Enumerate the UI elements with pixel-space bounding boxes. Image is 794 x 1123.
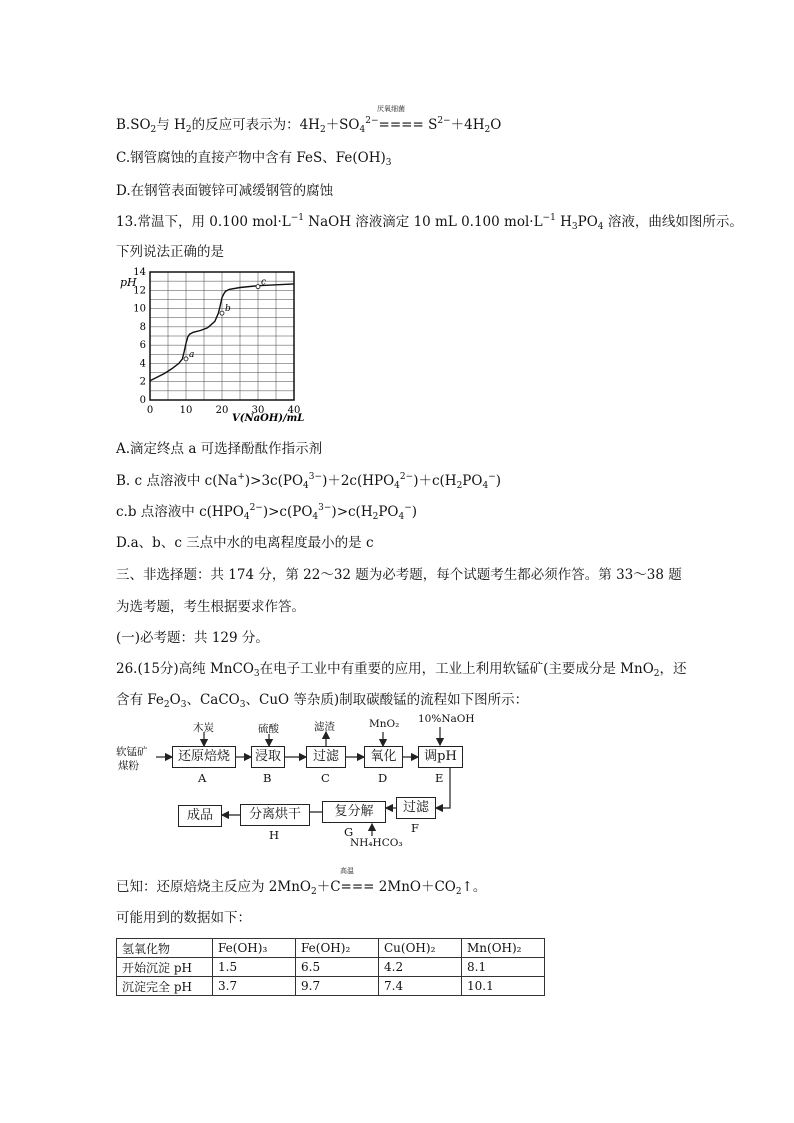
- required-heading: (一)必考题：共 129 分。: [116, 630, 269, 646]
- reagent-charcoal: 木炭: [193, 722, 214, 734]
- section-3-line2: 为选考题，考生根据要求作答。: [116, 599, 305, 615]
- step-letter-g: G: [344, 825, 354, 839]
- point-label-a: a: [189, 349, 195, 360]
- reagent-nh4hco3: NH₄HCO₃: [350, 837, 403, 849]
- table-header-cell: Mn(OH)₂: [462, 939, 545, 958]
- data-intro: 可能用到的数据如下：: [116, 910, 251, 926]
- table-cell: 6.5: [296, 958, 379, 977]
- question-13-line1: 13.常温下，用 0.100 $mol\cdot L^{-1}$ NaOH 溶液滴定 10 mL 0.100 $mol\cdot L^{-1}$ $H_3PO_4$ 溶液，曲线如图所示。: [116, 213, 743, 232]
- table-header-cell: Fe(OH)₂: [296, 939, 379, 958]
- x-tick-label: 10: [179, 405, 193, 416]
- table-cell: 7.4: [379, 977, 462, 996]
- option-b-line: $B.SO_2$与 $H_2$的反应可表示为：$4H_2+SO_4^{2-}==== S^{2-}+4H_2O$: [116, 116, 502, 135]
- table-row: [117, 958, 545, 977]
- x-tick-label: 40: [287, 405, 301, 416]
- step-letter-b: B: [263, 771, 272, 785]
- known-reaction: 已知：还原焙烧主反应为 $2MnO_2+C=== 2MnO+CO_2↑$。: [116, 879, 487, 897]
- y-tick-label: 6: [139, 340, 146, 352]
- x-tick-label: 30: [251, 405, 265, 416]
- table-header-row: [117, 939, 545, 958]
- flow-input-1: 软锰矿: [116, 746, 148, 758]
- table-cell: 开始沉淀 pH: [117, 958, 213, 977]
- option-c: c.b 点溶液中 $c(HPO_4^{2-})>c(PO_4^{3-})>c(H_2PO_4^-)$: [116, 503, 418, 522]
- table-cell: 3.7: [213, 977, 296, 996]
- reaction-condition: 厌氧细菌: [377, 105, 405, 113]
- table-cell: 8.1: [462, 958, 545, 977]
- section-3-line1: 三、非选择题：共 174 分，第 22～32 题为必考题，每个试题考生都必须作答。第 33～38 题: [116, 567, 682, 583]
- step-product: 成品: [178, 805, 222, 827]
- x-tick-label: 20: [215, 405, 229, 416]
- step-letter-a: A: [198, 771, 207, 785]
- reagent-mno2: MnO₂: [369, 718, 400, 730]
- known-condition: 高温: [340, 867, 354, 875]
- step-letter-f: F: [411, 821, 419, 835]
- point-label-c: c: [261, 277, 267, 288]
- table-cell: 4.2: [379, 958, 462, 977]
- question-26-line2: 含有 $Fe_2O_3$、CaCO$_3$、CuO 等杂质)制取碳酸锰的流程如下图所示：: [116, 692, 529, 710]
- step-leaching: 浸取: [251, 746, 285, 768]
- reagent-sulfuric-acid: 硫酸: [258, 723, 279, 735]
- flow-input-2: 煤粉: [118, 760, 139, 772]
- option-d: D.a、b、c 三点中水的电离程度最小的是 c: [116, 535, 374, 551]
- table-cell: 10.1: [462, 977, 545, 996]
- step-letter-c: C: [321, 771, 330, 785]
- y-tick-label: 4: [139, 358, 146, 370]
- step-separate-dry: 分离烘干: [240, 804, 310, 826]
- y-tick-label: 12: [133, 285, 146, 297]
- reagent-naoh: 10%NaOH: [418, 713, 475, 725]
- table-header-cell: Cu(OH)₂: [379, 939, 462, 958]
- point-label-b: b: [225, 304, 231, 315]
- y-axis-label: pH: [120, 276, 137, 289]
- table-row: [117, 977, 545, 996]
- table-header-cell: 氢氧化物: [117, 939, 213, 958]
- y-tick-label: 10: [133, 303, 146, 315]
- option-c-line: C.钢管腐蚀的直接产物中含有 FeS、$Fe(OH)_3$: [116, 150, 392, 168]
- step-letter-h: H: [269, 828, 280, 842]
- step-letter-d: D: [378, 771, 388, 785]
- table-cell: 沉淀完全 pH: [117, 977, 213, 996]
- step-adjust-ph: 调pH: [418, 746, 463, 768]
- option-a: A.滴定终点 a 可选择酚酞作指示剂: [116, 441, 323, 457]
- x-axis-label: V(NaOH)/mL: [232, 413, 305, 424]
- option-b: B. c 点溶液中 $c(Na^+)>3c(PO_4^{3-})+2c(HPO_4^{2-})+c(H_2PO_4^-)$: [116, 472, 502, 491]
- question-26-line1: 26.(15分)高纯 MnCO$_3$在电子工业中有重要的应用，工业上利用软锰矿(主要成分是 MnO$_2$，还: [116, 661, 687, 679]
- step-reduction-roasting: 还原焙烧: [172, 746, 236, 768]
- y-tick-label: 2: [139, 376, 146, 388]
- step-filter-2: 过滤: [396, 797, 436, 819]
- table-cell: 9.7: [296, 977, 379, 996]
- y-tick-label: 8: [139, 321, 146, 333]
- step-letter-e: E: [435, 771, 444, 785]
- reagent-residue: 滤渣: [314, 721, 335, 733]
- table-cell: 1.5: [213, 958, 296, 977]
- option-d-line: D.在钢管表面镀锌可减缓钢管的腐蚀: [116, 183, 334, 199]
- y-tick-label: 0: [139, 395, 146, 406]
- y-tick-label: 14: [133, 267, 146, 278]
- step-oxidation: 氧化: [364, 746, 403, 768]
- step-filter-1: 过滤: [306, 746, 346, 768]
- question-13-line2: 下列说法正确的是: [116, 244, 224, 260]
- hydroxide-table: [116, 938, 545, 996]
- table-header-cell: Fe(OH)₃: [213, 939, 296, 958]
- step-double-decomposition: 复分解: [322, 801, 386, 823]
- x-tick-label: 0: [146, 405, 154, 416]
